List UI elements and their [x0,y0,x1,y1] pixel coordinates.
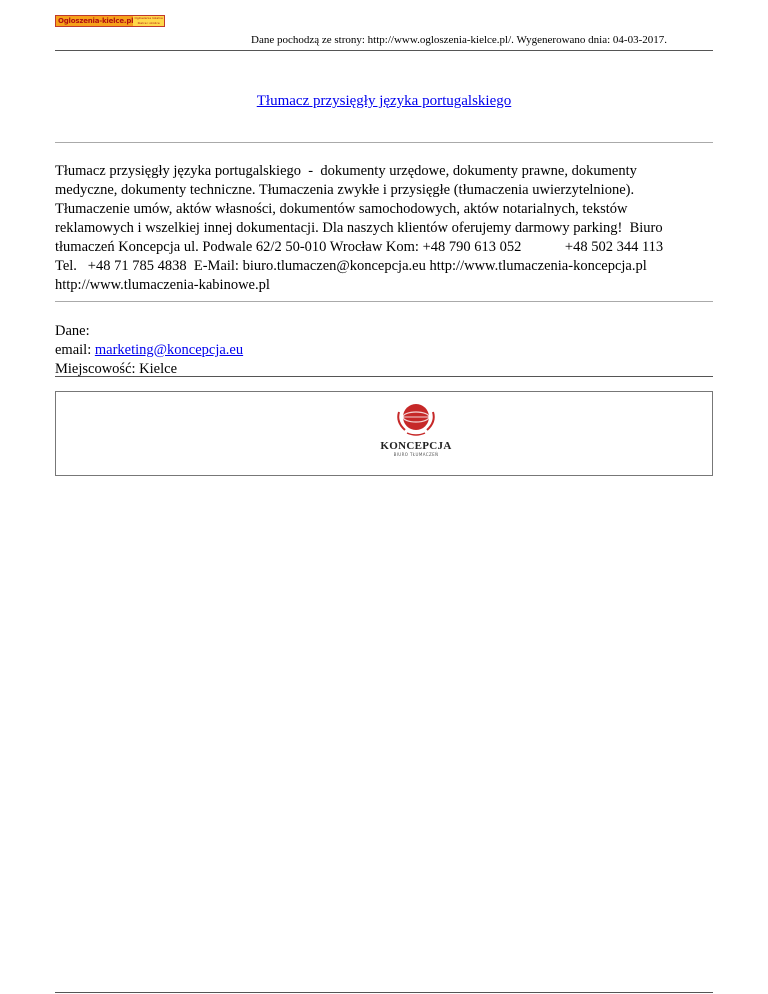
contact-heading: Dane: [55,323,90,339]
koncepcja-brand-name: KONCEPCJA [380,440,452,452]
description-line: Tłumaczenie umów, aktów własności, dokumentów samochodowych, aktów notarialnych, tekstów [55,201,628,217]
description-divider [55,301,713,302]
title-link[interactable]: Tłumacz przysięgły języka portugalskiego [256,93,512,109]
site-logo [55,15,165,27]
title-divider [55,142,713,143]
description [55,162,710,295]
email-link[interactable]: marketing@koncepcja.eu [94,342,244,358]
contact-email-row [55,341,243,360]
description-line: reklamowych i wszelkiej innej dokumentacji. Dla naszych klientów oferujemy darmowy parking! Biuro [55,220,663,236]
description-line: http://www.tlumaczenia-kabinowe.pl [55,277,270,293]
contact-divider [55,376,713,377]
page-title [55,92,713,110]
footer-divider [55,992,713,993]
description-line: Tłumacz przysięgły języka portugalskiego - dokumenty urzędowe, dokumenty prawne, dokumenty [55,163,637,179]
koncepcja-brand-subtitle: BIURO TŁUMACZEŃ [393,452,439,457]
site-logo-text: Ogloszenia-kielce.pl [58,17,134,25]
advert-image [55,391,713,476]
description-line: medyczne, dokumenty techniczne. Tłumaczenia zwykłe i przysięgłe (tłumaczenia uwierzytelnione). [55,182,635,198]
contact-section [55,322,243,379]
site-logo-subtext: Ogłoszenia lokalne Kielce i okolice [134,16,163,25]
description-line: tłumaczeń Koncepcja ul. Podwale 62/2 50-010 Wrocław Kom: +48 790 613 052 +48 502 344 113 [55,239,664,255]
location-value: Kielce [139,361,178,377]
location-label: Miejscowość: [55,361,140,377]
email-label: email: [55,342,95,358]
koncepcja-emblem-icon [393,400,439,438]
koncepcja-logo [366,400,466,472]
description-line: Tel. +48 71 785 4838 E-Mail: biuro.tlumaczen@koncepcja.eu http://www.tlumaczenia-koncepcja.pl [55,258,647,274]
source-line: Dane pochodzą ze strony: http://www.ogloszenia-kielce.pl/. Wygenerowano dnia: 04-03-2017. [251,34,667,46]
header-divider [55,50,713,51]
